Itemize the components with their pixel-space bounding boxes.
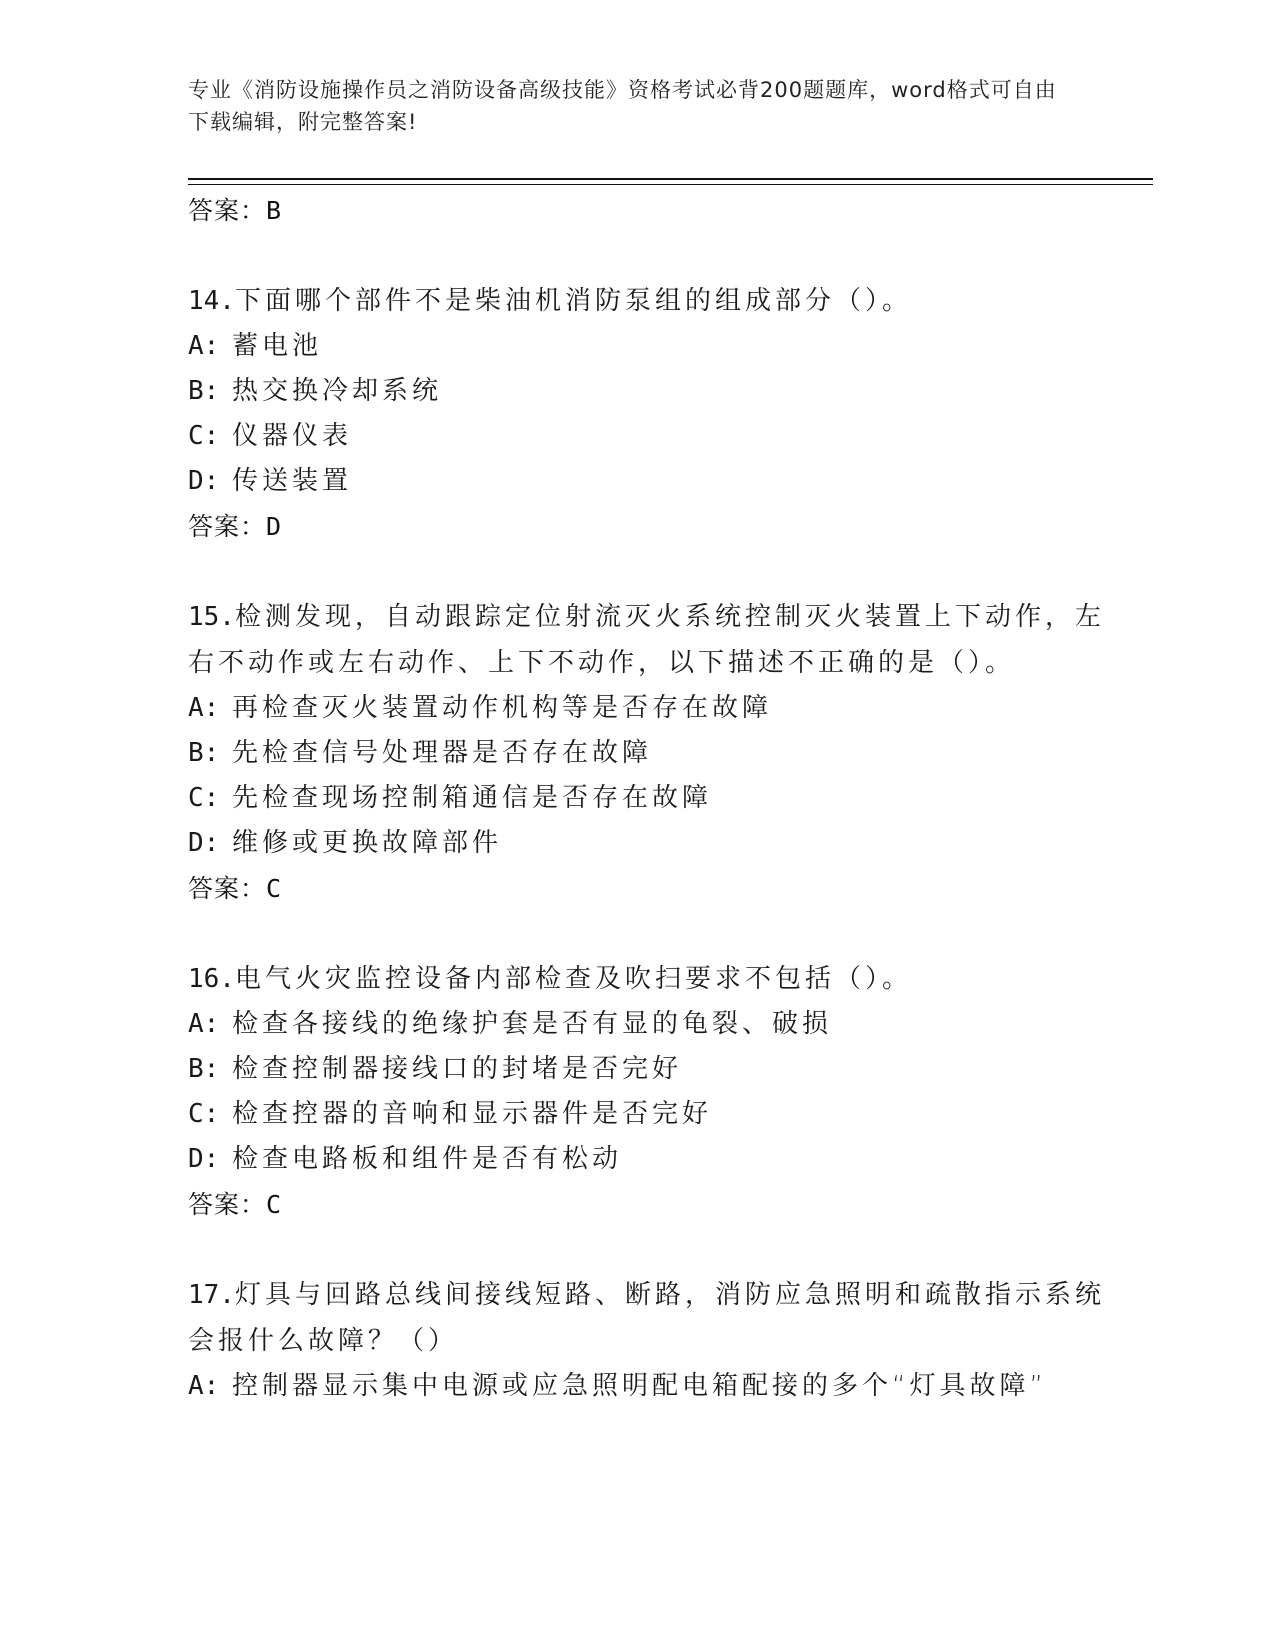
- question-16: [188, 956, 1108, 1002]
- option-a: [188, 686, 1108, 731]
- option-c: [188, 414, 1108, 459]
- option-label: C:: [188, 421, 220, 451]
- option-c: [188, 1092, 1108, 1137]
- answer-line: [188, 866, 1108, 912]
- question-text: 下面哪个部件不是柴油机消防泵组的组成部分（）。: [234, 286, 912, 316]
- option-label: A:: [188, 1009, 220, 1039]
- answer-line: [188, 504, 1108, 550]
- option-label: B:: [188, 738, 220, 768]
- option-text: 检查各接线的绝缘护套是否有显的龟裂、破损: [232, 1009, 833, 1039]
- answer-value: D: [266, 512, 283, 541]
- option-d: [188, 821, 1108, 866]
- answer-label: 答案：: [188, 196, 267, 225]
- header-divider-thick: [188, 178, 1153, 180]
- option-a: [188, 324, 1108, 369]
- option-a: [188, 1002, 1108, 1047]
- option-label: C:: [188, 1099, 220, 1129]
- option-b: [188, 1047, 1108, 1092]
- option-label: B:: [188, 1054, 220, 1084]
- option-text: 先检查信号处理器是否存在故障: [232, 738, 653, 768]
- document-content: [188, 188, 1108, 1409]
- option-label: D:: [188, 466, 220, 496]
- spacer: [188, 234, 1108, 278]
- question-number: 14.: [188, 286, 235, 316]
- spacer: [188, 1228, 1108, 1272]
- option-text: 再检查灭火装置动作机构等是否存在故障: [232, 693, 773, 723]
- spacer: [188, 550, 1108, 594]
- option-text: 传送装置: [232, 466, 353, 496]
- question-text: 灯具与回路总线间接线短路、断路，消防应急照明和疏散指示系统会报什么故障？（）: [188, 1280, 1105, 1356]
- option-text: 维修或更换故障部件: [232, 828, 503, 858]
- answer-value: B: [266, 196, 283, 225]
- answer-value: C: [266, 874, 283, 903]
- question-15: [188, 594, 1108, 686]
- option-text: 检查控制器接线口的封堵是否完好: [232, 1054, 683, 1084]
- option-b: [188, 369, 1108, 414]
- answer-line: [188, 188, 1108, 234]
- option-text: 先检查现场控制箱通信是否存在故障: [232, 783, 713, 813]
- option-b: [188, 731, 1108, 776]
- question-number: 16.: [188, 964, 235, 994]
- answer-value: C: [266, 1190, 283, 1219]
- option-d: [188, 1137, 1108, 1182]
- option-text: 检查控器的音响和显示器件是否完好: [232, 1099, 713, 1129]
- option-text: 控制器显示集中电源或应急照明配电箱配接的多个“灯具故障”: [232, 1371, 1047, 1401]
- question-text: 电气火灾监控设备内部检查及吹扫要求不包括（）。: [234, 964, 912, 994]
- answer-label: 答案：: [188, 874, 267, 903]
- option-text: 蓄电池: [232, 331, 323, 361]
- header-divider-thin: [188, 184, 1153, 185]
- option-label: D:: [188, 1144, 220, 1174]
- option-label: D:: [188, 828, 220, 858]
- document-header: 专业《消防设施操作员之消防设备高级技能》资格考试必背200题题库，word格式可自由下载编辑，附完整答案!: [188, 78, 1057, 134]
- option-label: A:: [188, 331, 220, 361]
- option-label: A:: [188, 1371, 220, 1401]
- answer-label: 答案：: [188, 1190, 267, 1219]
- option-text: 热交换冷却系统: [232, 376, 443, 406]
- option-text: 检查电路板和组件是否有松动: [232, 1144, 623, 1174]
- option-label: B:: [188, 376, 220, 406]
- question-number: 17.: [188, 1280, 235, 1310]
- spacer: [188, 912, 1108, 956]
- option-d: [188, 459, 1108, 504]
- answer-label: 答案：: [188, 512, 267, 541]
- option-label: A:: [188, 693, 220, 723]
- option-a: [188, 1364, 1108, 1409]
- question-text: 检测发现，自动跟踪定位射流灭火系统控制灭火装置上下动作，左右不动作或左右动作、上下不动作，以下描述不正确的是（）。: [188, 602, 1105, 678]
- question-14: [188, 278, 1108, 324]
- option-text: 仪器仪表: [232, 421, 353, 451]
- option-label: C:: [188, 783, 220, 813]
- question-17: [188, 1272, 1108, 1364]
- option-c: [188, 776, 1108, 821]
- question-number: 15.: [188, 602, 235, 632]
- answer-line: [188, 1182, 1108, 1228]
